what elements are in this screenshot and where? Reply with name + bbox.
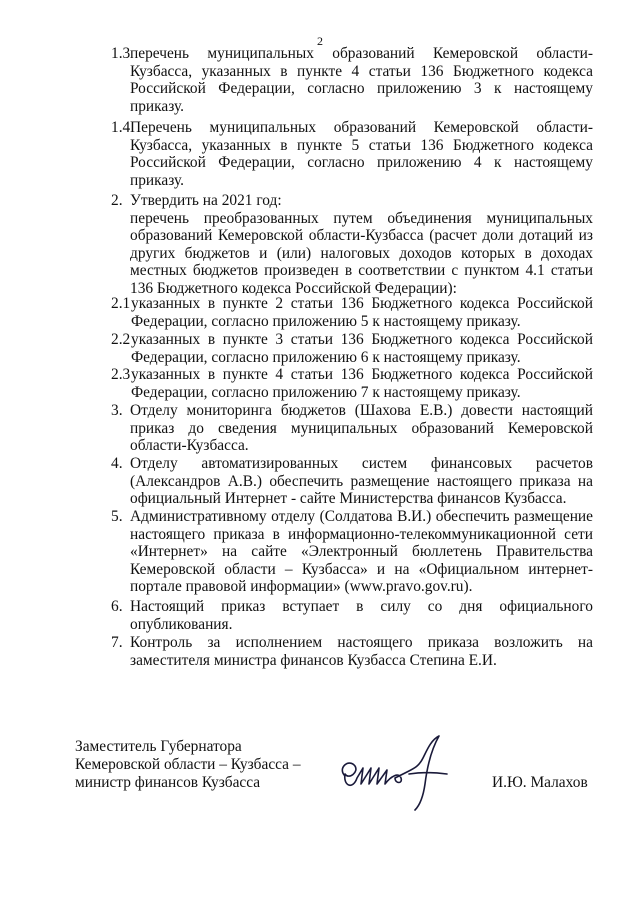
list-item: [111, 45, 593, 115]
signatory-title-line: министр финансов Кузбасса: [75, 774, 261, 791]
signatory-title-line: Заместитель Губернатора: [75, 738, 242, 755]
page-number: 2: [317, 34, 323, 48]
list-item: [111, 192, 593, 298]
list-item: [111, 366, 593, 401]
list-item: [111, 119, 593, 189]
item-text-rest: перечень преобразованных путем объединения муниципальных образований Кемеровской области-Кузбасса (расчет доли дотаций из других бюджетов и (или) налоговых доходов которых в доходах местных бюджетов произведен в соответствии с пунктом 4.1 статьи 136 Бюджетного кодекса Российской Федерации):: [130, 209, 593, 297]
item-number: 1.4: [111, 119, 131, 136]
item-text-rest: Федерации, согласно приложению 7 к настоящему приказу.: [131, 383, 521, 401]
item-number: 4.: [111, 455, 123, 472]
item-number: 2.1: [111, 295, 131, 312]
item-text-first: Контроль за исполнением настоящего приказа возложить на заместителя министра финансов Кузбасса Степина Е.И.: [130, 634, 593, 669]
item-text-first: указанных в пункте 3 статьи 136 Бюджетного кодекса Российской: [131, 331, 593, 348]
list-item: [111, 598, 593, 633]
item-text-rest: Кузбасса, указанных в пункте 5 статьи 136 Бюджетного кодекса Российской Федерации, согласно приложению 4 к настоящему приказу.: [130, 136, 593, 189]
item-number: 5.: [111, 508, 123, 525]
item-text-first: Отделу автоматизированных систем финансовых расчетов (Александров А.В.) обеспечить размещение настоящего приказа на официальный Интернет - сайте Министерства финансов Кузбасса.: [130, 455, 593, 508]
item-number: 2.: [111, 192, 123, 209]
item-text-first: указанных в пункте 2 статьи 136 Бюджетного кодекса Российской: [131, 295, 593, 312]
signatory-name: И.Ю. Малахов: [492, 774, 588, 791]
item-text-first: перечень муниципальных образований Кемеровской области-: [130, 45, 593, 62]
item-number: 2.3: [111, 366, 131, 383]
signatory-title: [75, 738, 301, 792]
list-item: [111, 331, 593, 366]
list-item: [111, 634, 593, 669]
item-number: 1.3: [111, 45, 131, 62]
list-item: [111, 295, 593, 330]
list-item: [111, 402, 593, 455]
item-text-first: Отделу мониторинга бюджетов (Шахова Е.В.) довести настоящий приказ до сведения муниципальных образований Кемеровской области-Кузбасса.: [130, 402, 593, 455]
item-text-first: Утвердить на 2021 год:: [130, 192, 282, 209]
item-text-rest: Федерации, согласно приложению 6 к настоящему приказу.: [131, 348, 521, 366]
item-text-rest: Федерации, согласно приложению 5 к настоящему приказу.: [131, 312, 521, 330]
list-item: [111, 508, 593, 596]
list-item: [111, 455, 593, 508]
item-number: 6.: [111, 598, 123, 615]
handwritten-signature: [335, 728, 460, 813]
signatory-title-line: Кемеровской области – Кузбасса –: [75, 756, 301, 773]
item-text-first: Перечень муниципальных образований Кемеровской области-: [130, 119, 593, 136]
item-text-rest: Кузбасса, указанных в пункте 4 статьи 136 Бюджетного кодекса Российской Федерации, согласно приложению 3 к настоящему приказу.: [130, 62, 593, 115]
item-number: 3.: [111, 402, 123, 419]
item-number: 7.: [111, 634, 123, 651]
item-text-first: указанных в пункте 4 статьи 136 Бюджетного кодекса Российской: [131, 366, 593, 383]
item-number: 2.2: [111, 331, 131, 348]
item-text-first: Настоящий приказ вступает в силу со дня официального опубликования.: [130, 598, 593, 633]
item-text-first: Административному отделу (Солдатова В.И.) обеспечить размещение настоящего приказа в информационно-телекоммуникационной сети «Интернет» на сайте «Электронный бюллетень Правительства Кемеровской области – Кузбасса» и на «Официальном интернет-портале правовой информации» (www.pravo.gov.ru).: [130, 508, 593, 596]
